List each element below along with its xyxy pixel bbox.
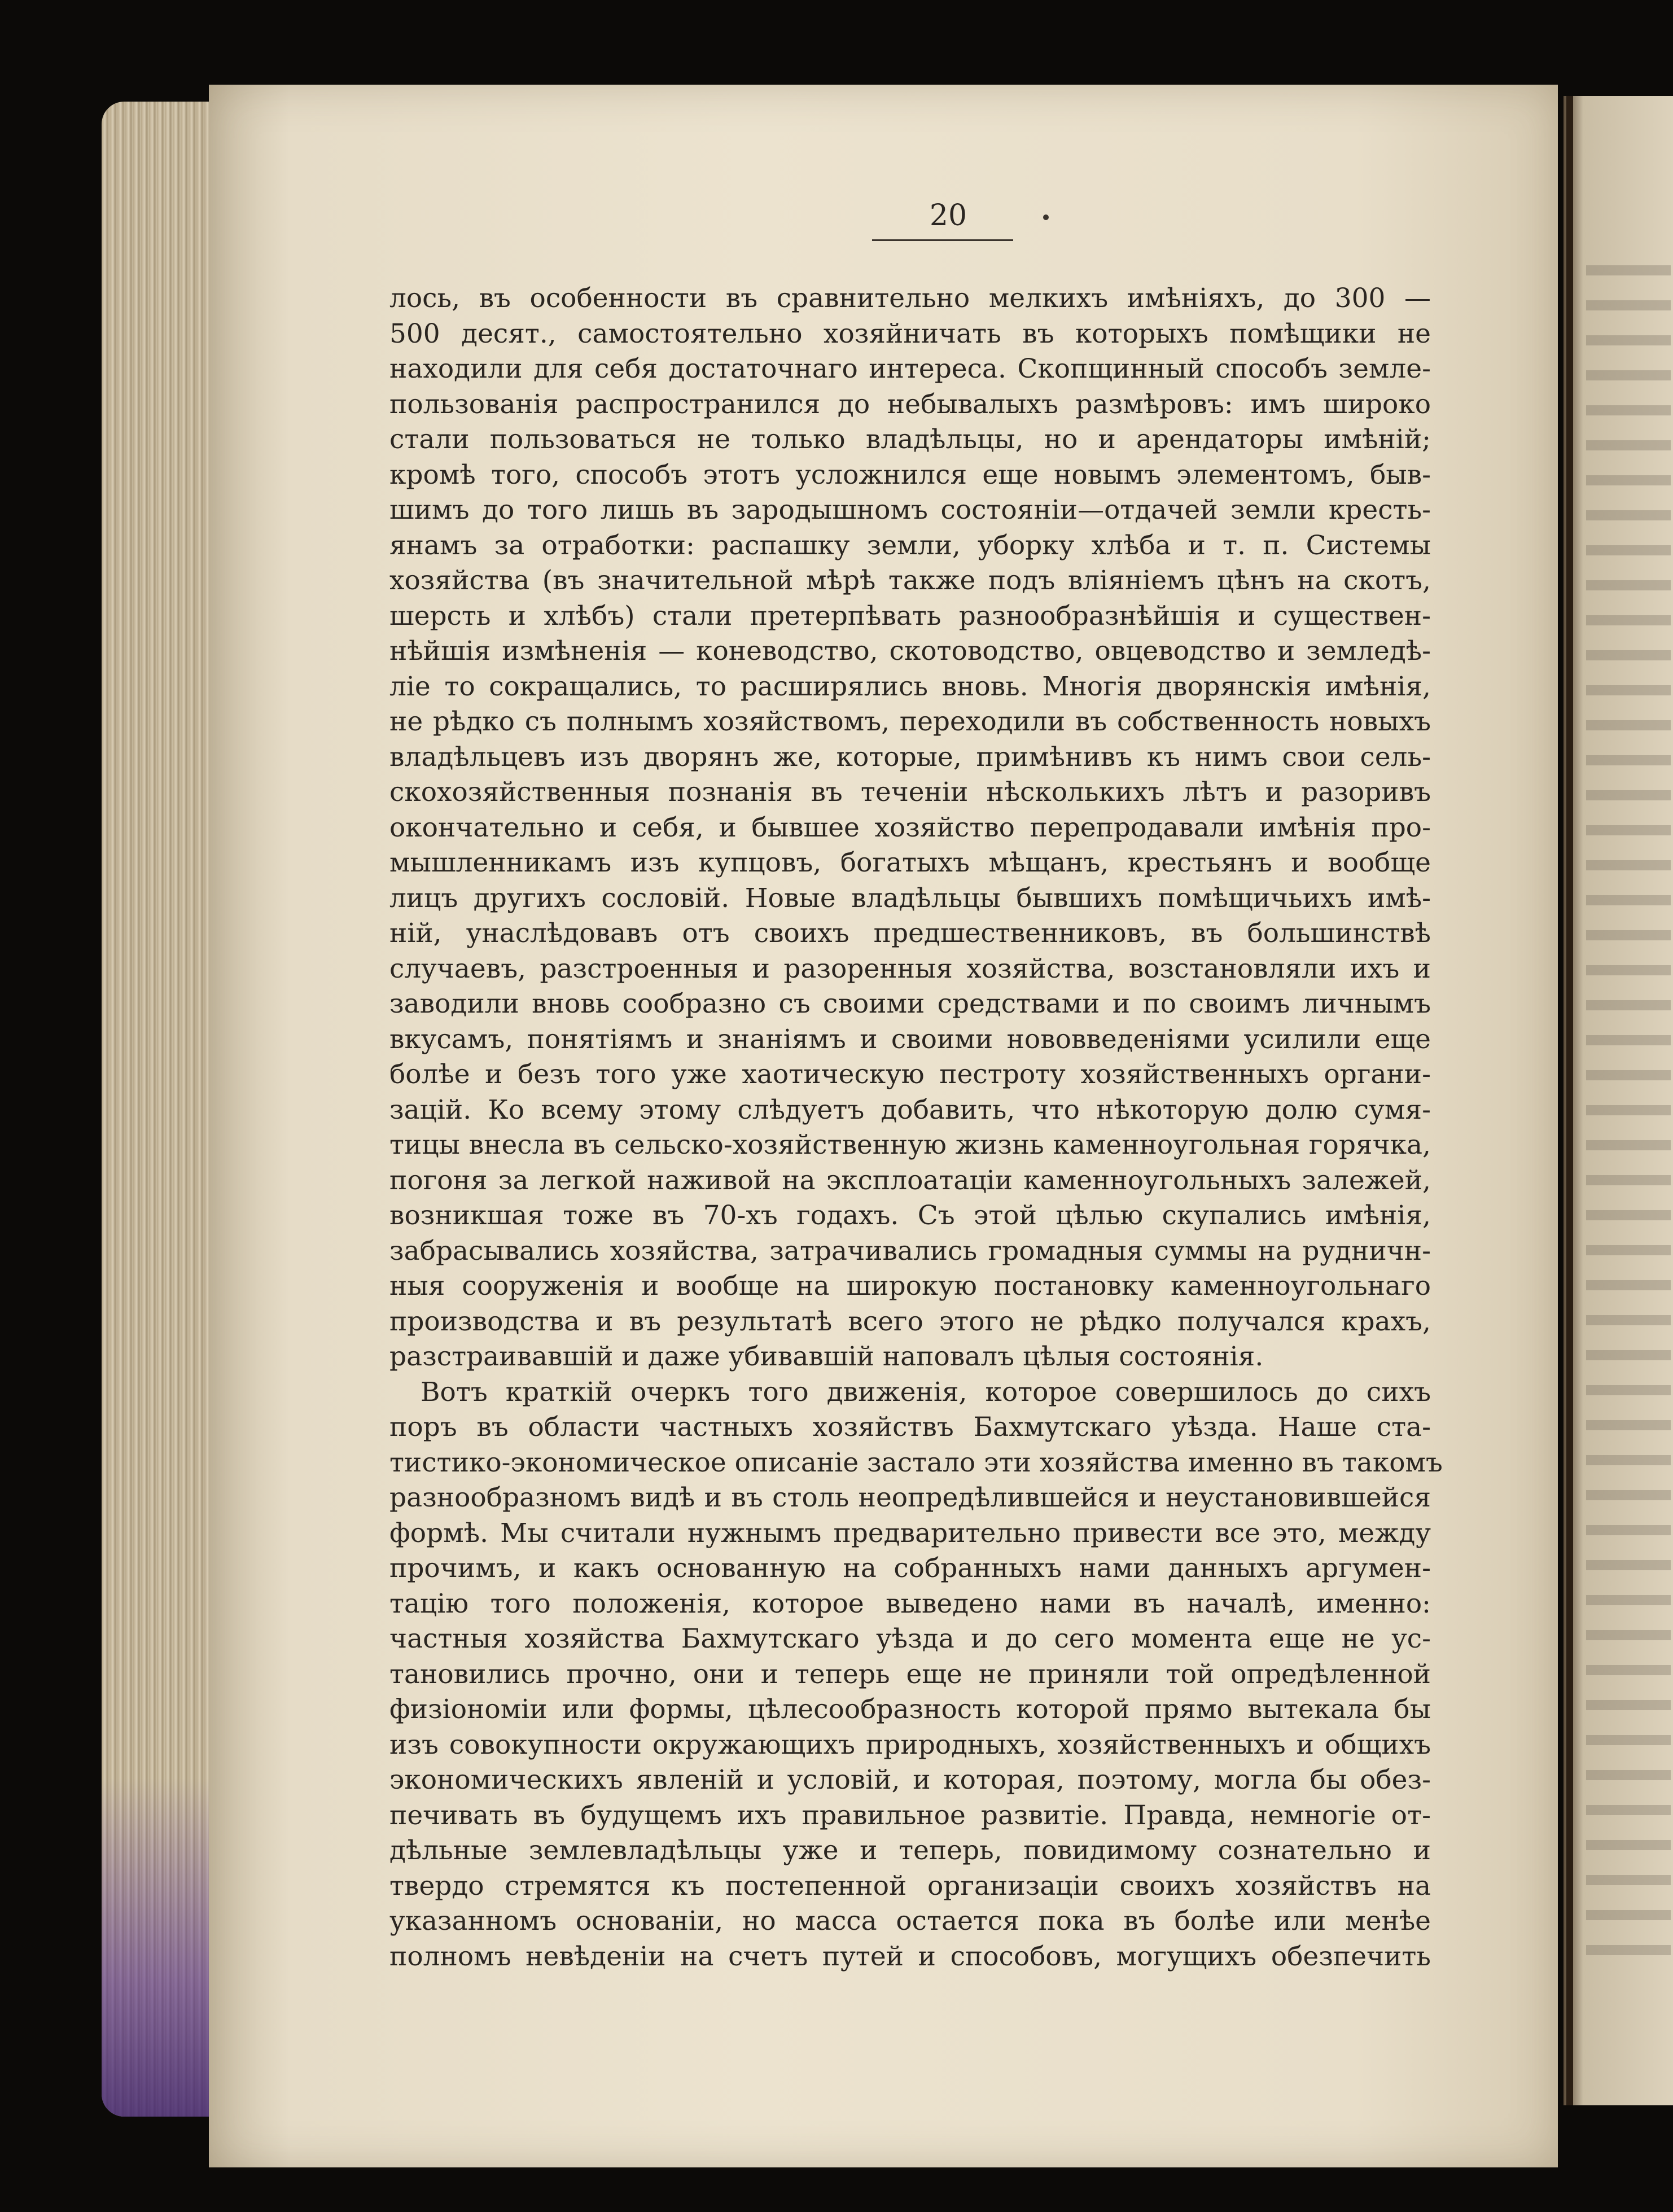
text-line: нѣйшія измѣненія — коневодство, скотоводство, овцеводство и земледѣ- bbox=[389, 636, 1431, 667]
text-line: хозяйства (въ значительной мѣрѣ также подъ вліяніемъ цѣнъ на скотъ, bbox=[389, 565, 1431, 596]
text-line: владѣльцевъ изъ дворянъ же, которые, примѣнивъ къ нимъ свои сель- bbox=[389, 741, 1431, 773]
text-line: производства и въ результатѣ всего этого не рѣдко получался крахъ, bbox=[389, 1306, 1431, 1337]
text-line: указанномъ основаніи, но масса остается пока въ болѣе или менѣе bbox=[389, 1906, 1431, 1937]
text-line: тацію того положенія, которое выведено нами въ началѣ, именно: bbox=[389, 1588, 1431, 1619]
text-line: лицъ другихъ сословій. Новые владѣльцы бывшихъ помѣщичьихъ имѣ- bbox=[389, 882, 1431, 914]
text-line: зацій. Ко всему этому слѣдуетъ добавить, что нѣкоторую долю сумя- bbox=[389, 1094, 1431, 1125]
text-line: твердо стремятся къ постепенной организаціи своихъ хозяйствъ на bbox=[389, 1870, 1431, 1902]
text-line: разнообразномъ видѣ и въ столь неопредѣлившейся и неустановившейся bbox=[389, 1482, 1431, 1513]
text-line: дѣльные землевладѣльцы уже и теперь, повидимому сознательно и bbox=[389, 1835, 1431, 1866]
text-line: возникшая тоже въ 70-хъ годахъ. Съ этой цѣлью скупались имѣнія, bbox=[389, 1200, 1431, 1231]
text-line: стали пользоваться не только владѣльцы, но и арендаторы имѣній; bbox=[389, 424, 1431, 455]
text-line: тистико-экономическое описаніе застало эти хозяйства именно въ такомъ bbox=[389, 1447, 1443, 1478]
text-line: мышленникамъ изъ купцовъ, богатыхъ мѣщанъ, крестьянъ и вообще bbox=[389, 847, 1431, 878]
ink-dot bbox=[1043, 214, 1049, 220]
paragraph-end-line: разстраивавшій и даже убивавшій наповалъ цѣлыя состоянія. bbox=[389, 1341, 1264, 1372]
text-line: тановились прочно, они и теперь еще не приняли той опредѣленной bbox=[389, 1658, 1431, 1690]
paragraph-start-line: Вотъ краткій очеркъ того движенія, которое совершилось до сихъ bbox=[421, 1376, 1431, 1408]
page-number-rule bbox=[872, 239, 1013, 241]
text-line: тицы внесла въ сельско-хозяйственную жизнь каменноугольная горячка, bbox=[389, 1129, 1431, 1160]
text-line: ній, унаслѣдовавъ отъ своихъ предшественниковъ, въ большинствѣ bbox=[389, 918, 1431, 949]
text-line: полномъ невѣденіи на счетъ путей и способовъ, могущихъ обезпечить bbox=[389, 1941, 1431, 1972]
text-line: пользованія распространился до небывалыхъ размѣровъ: имъ широко bbox=[389, 388, 1431, 420]
text-line: изъ совокупности окружающихъ природныхъ, хозяйственныхъ и общихъ bbox=[389, 1729, 1431, 1760]
text-line: вкусамъ, понятіямъ и знаніямъ и своими нововведеніями усилили еще bbox=[389, 1023, 1431, 1055]
text-line: кромѣ того, способъ этотъ усложнился еще новымъ элементомъ, быв- bbox=[389, 459, 1431, 490]
text-line: шимъ до того лишь въ зародышномъ состояніи—отдачей земли кресть- bbox=[389, 494, 1431, 525]
text-line: формѣ. Мы считали нужнымъ предварительно привести все это, между bbox=[389, 1517, 1431, 1549]
adjacent-page bbox=[1563, 96, 1673, 2105]
text-line: лось, въ особенности въ сравнительно мелкихъ имѣніяхъ, до 300 — bbox=[389, 283, 1431, 314]
text-line: заводили вновь сообразно съ своими средствами и по своимъ личнымъ bbox=[389, 988, 1431, 1019]
text-line: погоня за легкой наживой на эксплоатаціи каменноугольныхъ залежей, bbox=[389, 1164, 1431, 1196]
text-line: поръ въ области частныхъ хозяйствъ Бахмутскаго уѣзда. Наше ста- bbox=[389, 1412, 1431, 1443]
text-line: 500 десят., самостоятельно хозяйничать въ которыхъ помѣщики не bbox=[389, 318, 1431, 349]
text-line: экономическихъ явленій и условій, и которая, поэтому, могла бы обез- bbox=[389, 1764, 1431, 1795]
page-edge-stain bbox=[102, 1778, 226, 2117]
text-line: не рѣдко съ полнымъ хозяйствомъ, переходили въ собственность новыхъ bbox=[389, 706, 1431, 737]
text-line: ліе то сокращались, то расширялись вновь. Многія дворянскія имѣнія, bbox=[389, 671, 1431, 702]
adjacent-page-bleed bbox=[1586, 265, 1671, 1959]
text-line: шерсть и хлѣбъ) стали претерпѣвать разнообразнѣйшія и существен- bbox=[389, 600, 1431, 632]
text-line: янамъ за отработки: распашку земли, уборку хлѣба и т. п. Системы bbox=[389, 529, 1431, 561]
text-line: ныя сооруженія и вообще на широкую постановку каменноугольнаго bbox=[389, 1271, 1431, 1302]
text-line: забрасывались хозяйства, затрачивались громадныя суммы на рудничн- bbox=[389, 1235, 1431, 1267]
text-line: случаевъ, разстроенныя и разоренныя хозяйства, возстановляли ихъ и bbox=[389, 953, 1431, 984]
body-text bbox=[389, 281, 1443, 1974]
text-line: окончательно и себя, и бывшее хозяйство перепродавали имѣнія про- bbox=[389, 812, 1431, 843]
book-spine-gutter bbox=[1566, 96, 1573, 2105]
text-line: частныя хозяйства Бахмутскаго уѣзда и до сего момента еще не ус- bbox=[389, 1623, 1431, 1654]
text-line: физіономіи или формы, цѣлесообразность которой прямо вытекала бы bbox=[389, 1694, 1431, 1725]
text-line: болѣе и безъ того уже хаотическую пестроту хозяйственныхъ органи- bbox=[389, 1059, 1431, 1090]
text-line: скохозяйственныя познанія въ теченіи нѣсколькихъ лѣтъ и разоривъ bbox=[389, 777, 1431, 808]
text-line: находили для себя достаточнаго интереса. Скопщинный способъ земле- bbox=[389, 353, 1431, 384]
text-line: печивать въ будущемъ ихъ правильное развитіе. Правда, немногіе от- bbox=[389, 1799, 1431, 1831]
text-line: прочимъ, и какъ основанную на собранныхъ нами данныхъ аргумен- bbox=[389, 1553, 1431, 1584]
page-number: 20 bbox=[929, 199, 967, 233]
